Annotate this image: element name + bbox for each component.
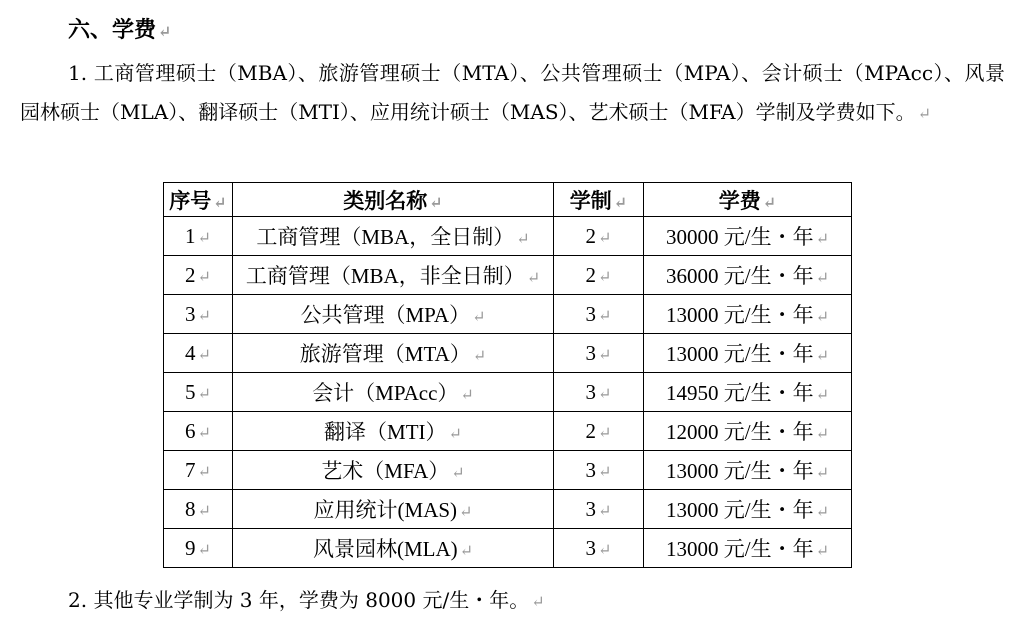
paragraph-mark-icon: ↵ <box>197 346 211 364</box>
paragraph-mark-icon: ↵ <box>526 270 541 287</box>
cell-duration: 3 ↵ <box>554 529 644 568</box>
cell-fee: 13000 元/生・年 ↵ <box>644 490 852 529</box>
cell-number: 4 ↵ <box>164 334 233 373</box>
cell-number: 8 ↵ <box>164 490 233 529</box>
cell-fee: 13000 元/生・年 ↵ <box>644 451 852 490</box>
cell-duration: 2 ↵ <box>554 256 644 295</box>
paragraph-mark-icon: ↵ <box>598 424 612 442</box>
cell-duration: 3 ↵ <box>554 373 644 412</box>
cell-number: 5 ↵ <box>164 373 233 412</box>
paragraph-mark-icon: ↵ <box>762 194 777 212</box>
cell-category: 工商管理（MBA，全日制） ↵ <box>233 217 554 256</box>
paragraph-mark-icon: ↵ <box>197 307 211 325</box>
table-row <box>164 217 852 256</box>
cell-category: 会计（MPAcc） ↵ <box>233 373 554 412</box>
cell-number: 3 ↵ <box>164 295 233 334</box>
cell-category: 应用统计(MAS) ↵ <box>233 490 554 529</box>
cell-category: 工商管理（MBA，非全日制） ↵ <box>233 256 554 295</box>
paragraph-mark-icon: ↵ <box>613 194 628 212</box>
header-fee: 学费 ↵ <box>644 183 852 217</box>
paragraph-mark-icon: ↵ <box>451 465 465 482</box>
paragraph-mark-icon: ↵ <box>197 463 211 481</box>
program-intro-paragraph <box>20 54 1005 133</box>
cell-fee: 36000 元/生・年 ↵ <box>644 256 852 295</box>
paragraph-mark-icon: ↵ <box>448 426 462 443</box>
cell-fee: 14950 元/生・年 ↵ <box>644 373 852 412</box>
paragraph-mark-icon: ↵ <box>213 194 227 212</box>
paragraph-mark-icon: ↵ <box>197 541 211 559</box>
paragraph-mark-icon: ↵ <box>472 348 487 365</box>
cell-category: 翻译（MTI） ↵ <box>233 412 554 451</box>
paragraph-mark-icon: ↵ <box>197 502 211 520</box>
cell-fee: 13000 元/生・年 ↵ <box>644 529 852 568</box>
paragraph-mark-icon: ↵ <box>815 543 829 560</box>
paragraph-mark-icon: ↵ <box>917 104 932 123</box>
table-row <box>164 451 852 490</box>
cell-duration: 3 ↵ <box>554 490 644 529</box>
table-row <box>164 412 852 451</box>
cell-category: 艺术（MFA） ↵ <box>233 451 554 490</box>
program-intro-text: 1. 工商管理硕士（MBA）、旅游管理硕士（MTA）、公共管理硕士（MPA）、会计硕士（MPAcc）、风景园林硕士（MLA）、翻译硕士（MTI）、应用统计硕士（MAS）、艺术硕士（MFA）学制及学费如下。 <box>20 61 1005 124</box>
paragraph-mark-icon: ↵ <box>459 504 473 521</box>
cell-number: 6 ↵ <box>164 412 233 451</box>
paragraph-mark-icon: ↵ <box>598 502 612 520</box>
paragraph-mark-icon: ↵ <box>598 463 612 481</box>
table-header-row <box>164 183 852 217</box>
paragraph-mark-icon: ↵ <box>815 387 829 404</box>
paragraph-mark-icon: ↵ <box>429 194 443 212</box>
paragraph-mark-icon: ↵ <box>197 385 211 403</box>
cell-fee: 30000 元/生・年 ↵ <box>644 217 852 256</box>
cell-number: 9 ↵ <box>164 529 233 568</box>
cell-duration: 3 ↵ <box>554 334 644 373</box>
section-heading <box>68 14 171 48</box>
paragraph-mark-icon: ↵ <box>815 426 829 443</box>
table-row <box>164 373 852 412</box>
table-row <box>164 529 852 568</box>
cell-fee: 13000 元/生・年 ↵ <box>644 334 852 373</box>
paragraph-mark-icon: ↵ <box>158 22 172 41</box>
section-heading-text: 六、学费 <box>68 17 157 43</box>
paragraph-mark-icon: ↵ <box>598 541 612 559</box>
paragraph-mark-icon: ↵ <box>598 229 612 247</box>
paragraph-mark-icon: ↵ <box>197 268 211 286</box>
paragraph-mark-icon: ↵ <box>598 385 612 403</box>
cell-duration: 3 ↵ <box>554 295 644 334</box>
table-row <box>164 490 852 529</box>
paragraph-mark-icon: ↵ <box>815 348 829 365</box>
table-row <box>164 295 852 334</box>
paragraph-mark-icon: ↵ <box>815 309 829 326</box>
paragraph-mark-icon: ↵ <box>815 504 829 521</box>
cell-number: 7 ↵ <box>164 451 233 490</box>
other-programs-paragraph <box>68 584 545 618</box>
paragraph-mark-icon: ↵ <box>197 229 211 247</box>
paragraph-mark-icon: ↵ <box>815 231 829 248</box>
paragraph-mark-icon: ↵ <box>815 465 829 482</box>
paragraph-mark-icon: ↵ <box>598 346 612 364</box>
cell-number: 1 ↵ <box>164 217 233 256</box>
cell-fee: 13000 元/生・年 ↵ <box>644 295 852 334</box>
paragraph-mark-icon: ↵ <box>598 268 612 286</box>
header-number: 序号 ↵ <box>164 183 233 217</box>
paragraph-mark-icon: ↵ <box>197 424 211 442</box>
table-row <box>164 334 852 373</box>
cell-fee: 12000 元/生・年 ↵ <box>644 412 852 451</box>
other-programs-text: 2. 其他专业学制为 3 年，学费为 8000 元/生・年。 <box>68 588 530 612</box>
cell-category: 公共管理（MPA） ↵ <box>233 295 554 334</box>
cell-duration: 2 ↵ <box>554 412 644 451</box>
header-duration: 学制 ↵ <box>554 183 644 217</box>
header-category: 类别名称 ↵ <box>233 183 554 217</box>
paragraph-mark-icon: ↵ <box>472 309 486 326</box>
cell-category: 风景园林(MLA) ↵ <box>233 529 554 568</box>
paragraph-mark-icon: ↵ <box>460 387 474 404</box>
paragraph-mark-icon: ↵ <box>815 270 829 287</box>
table-row <box>164 256 852 295</box>
tuition-table <box>163 182 852 568</box>
paragraph-mark-icon: ↵ <box>516 231 530 248</box>
paragraph-mark-icon: ↵ <box>531 592 545 611</box>
paragraph-mark-icon: ↵ <box>459 543 474 560</box>
paragraph-mark-icon: ↵ <box>598 307 612 325</box>
cell-category: 旅游管理（MTA） ↵ <box>233 334 554 373</box>
cell-duration: 2 ↵ <box>554 217 644 256</box>
cell-duration: 3 ↵ <box>554 451 644 490</box>
cell-number: 2 ↵ <box>164 256 233 295</box>
table-body <box>164 217 852 568</box>
